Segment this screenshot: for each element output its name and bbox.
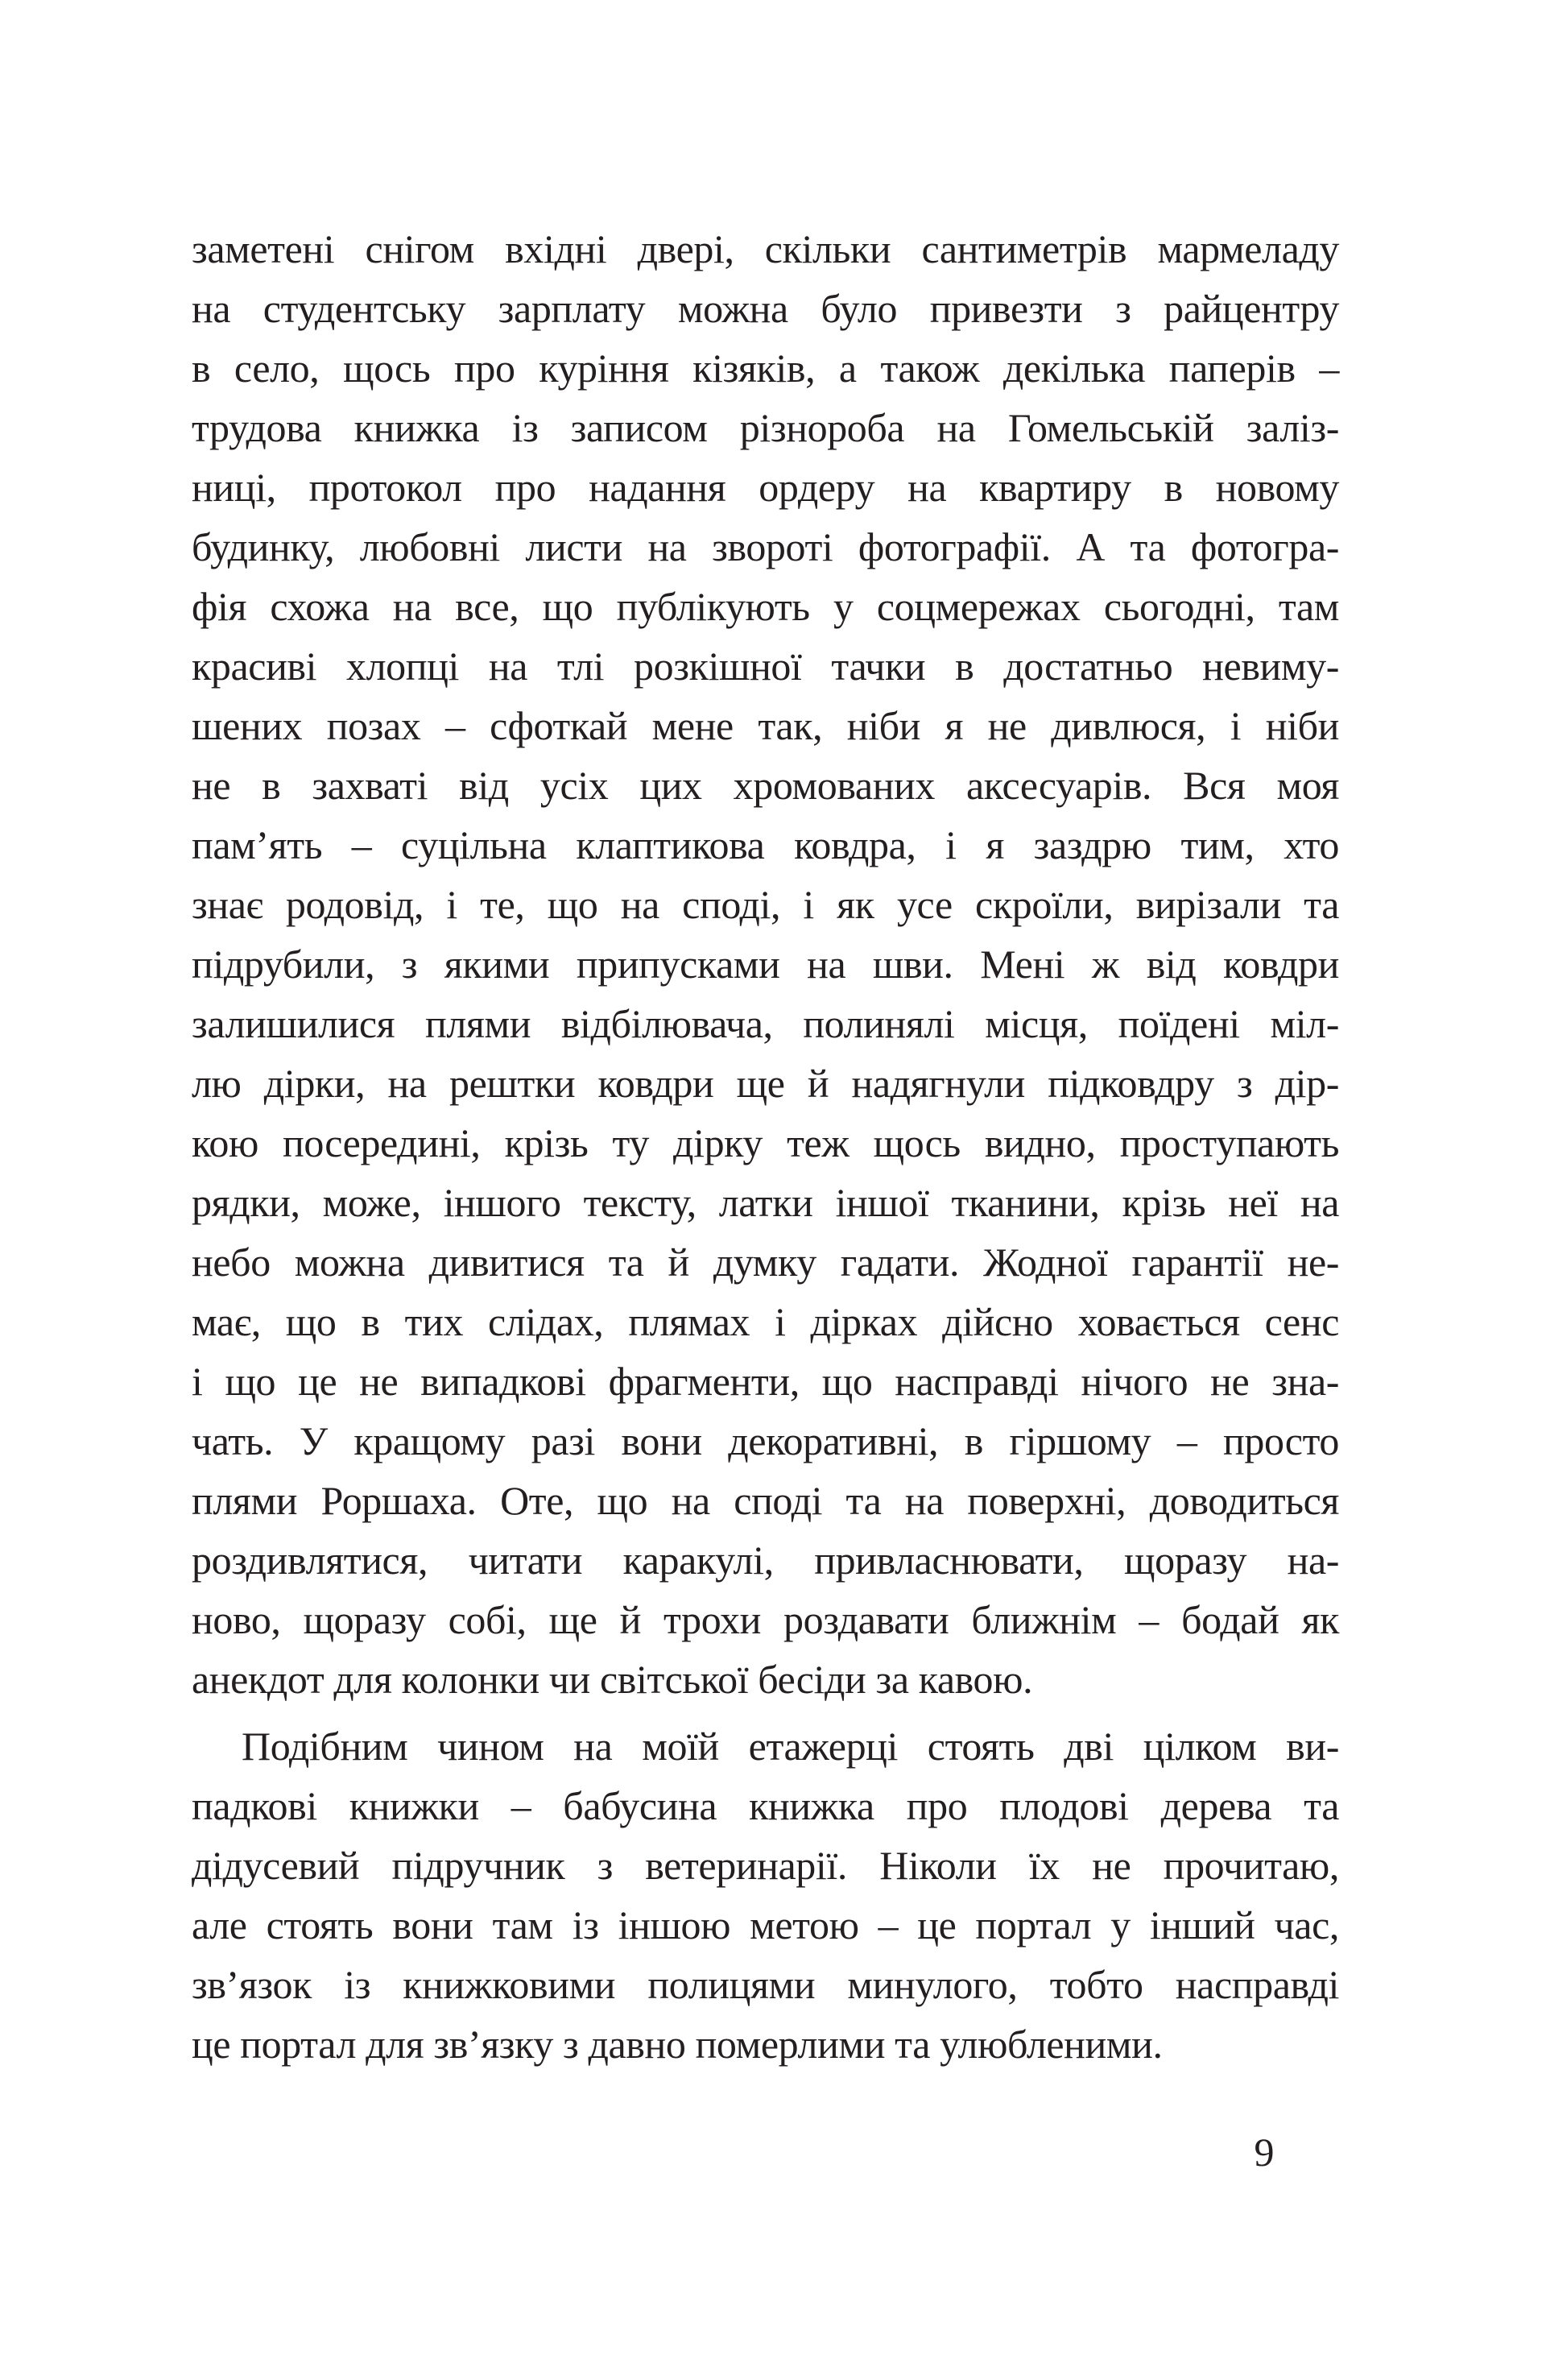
- text-line: і що це не випадкові фрагменти, що насправді нічого не зна-: [192, 1359, 1339, 1404]
- text-line: має, що в тих слідах, плямах і дірках дійсно ховається сенс: [192, 1299, 1339, 1344]
- text-line: не в захваті від усіх цих хромованих аксесуарів. Вся моя: [192, 763, 1339, 808]
- text-line: плями Роршаха. Оте, що на споді та на поверхні, доводиться: [192, 1478, 1339, 1523]
- text-line: ниці, протокол про надання ордеру на квартиру в новому: [192, 465, 1339, 510]
- text-line: небо можна дивитися та й думку гадати. Жодної гарантії не-: [192, 1240, 1339, 1285]
- page-number: 9: [1254, 2130, 1275, 2175]
- text-line: рядки, може, іншого тексту, латки іншої тканини, крізь неї на: [192, 1180, 1339, 1225]
- text-line: на студентську зарплату можна було привезти з райцентру: [192, 286, 1339, 331]
- text-line: ново, щоразу собі, ще й трохи роздавати ближнім – бодай як: [192, 1597, 1339, 1642]
- text-line: кою посередині, крізь ту дірку теж щось видно, проступають: [192, 1120, 1339, 1165]
- paragraph: [192, 1716, 1339, 2074]
- text-line: падкові книжки – бабусина книжка про плодові дерева та: [192, 1783, 1339, 1828]
- text-line: чать. У кращому разі вони декоративні, в гіршому – просто: [192, 1418, 1339, 1463]
- text-line: підрубили, з якими припусками на шви. Мені ж від ковдри: [192, 942, 1339, 987]
- text-line: будинку, любовні листи на звороті фотографії. А та фотогра-: [192, 524, 1339, 569]
- text-line: трудова книжка із записом різнороба на Гомельській заліз-: [192, 405, 1339, 450]
- text-line: красиві хлопці на тлі розкішної тачки в достатньо невиму-: [192, 644, 1339, 689]
- text-line: зв’язок із книжковими полицями минулого, тобто насправді: [192, 1962, 1339, 2007]
- text-line: залишилися плями відбілювача, полинялі місця, поїдені міл-: [192, 1001, 1339, 1046]
- paragraph: [192, 219, 1339, 1709]
- body-text: [192, 219, 1339, 2074]
- text-line: в село, щось про куріння кізяків, а також декілька паперів –: [192, 346, 1339, 391]
- text-line: шених позах – сфоткай мене так, ніби я не дивлюся, і ніби: [192, 703, 1339, 748]
- text-line: але стоять вони там із іншою метою – це портал у інший час,: [192, 1902, 1339, 1947]
- text-line: анекдот для колонки чи світської бесіди за кавою.: [192, 1657, 1033, 1702]
- text-line: дідусевий підручник з ветеринарії. Ніколи їх не прочитаю,: [192, 1843, 1339, 1888]
- text-line: роздивлятися, читати каракулі, привласнювати, щоразу на-: [192, 1538, 1339, 1583]
- text-line: фія схожа на все, що публікують у соцмережах сьогодні, там: [192, 584, 1339, 629]
- text-line: Подібним чином на моїй етажерці стоять дві цілком ви-: [242, 1724, 1339, 1769]
- text-line: пам’ять – суцільна клаптикова ковдра, і я заздрю тим, хто: [192, 822, 1339, 867]
- text-line: заметені снігом вхідні двері, скільки сантиметрів мармеладу: [192, 226, 1339, 271]
- text-line: лю дірки, на рештки ковдри ще й надягнули підковдру з дір-: [192, 1061, 1339, 1106]
- text-line: знає родовід, і те, що на споді, і як усе скроїли, вирізали та: [192, 882, 1339, 927]
- text-line: це портал для зв’язку з давно померлими та улюбленими.: [192, 2022, 1163, 2067]
